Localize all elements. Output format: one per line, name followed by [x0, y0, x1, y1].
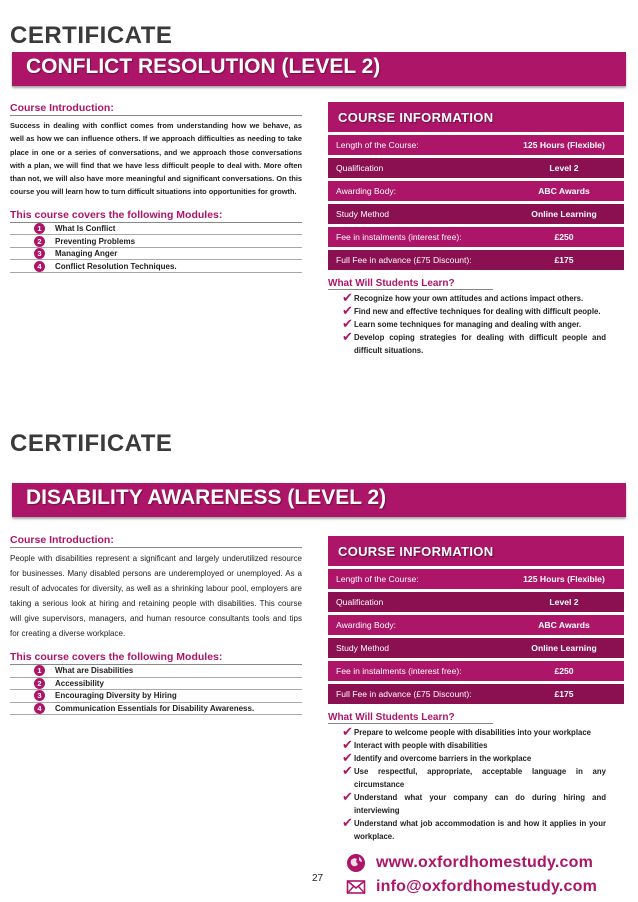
checkmark-icon: ✔: [342, 290, 353, 305]
info-value: Level 2: [549, 597, 579, 607]
module-item: [10, 678, 302, 691]
learn-item-text: Understand what job accommodation is and how it applies in your workplace.: [354, 819, 606, 841]
module-number-badge: 2: [34, 678, 45, 689]
course-info-heading-text: COURSE INFORMATION: [338, 543, 494, 559]
contact-block: [346, 851, 597, 899]
learn-item-text: Identify and overcome barriers in the workplace: [354, 754, 532, 763]
info-value: Online Learning: [531, 209, 597, 219]
info-row-study-method: [328, 204, 624, 224]
modules-list: [10, 665, 302, 715]
intro-heading: Course Introduction:: [10, 534, 302, 548]
module-label: What are Disabilities: [55, 666, 134, 676]
info-value: ABC Awards: [538, 620, 590, 630]
learn-item-text: Recognize how your own attitudes and actions impact others.: [354, 294, 584, 303]
info-row-full-fee: [328, 250, 624, 270]
info-label: Study Method: [336, 209, 390, 219]
checkmark-icon: ✔: [342, 789, 353, 804]
info-row-qualification: [328, 592, 624, 612]
module-item: [10, 248, 302, 261]
website-row[interactable]: [346, 851, 597, 875]
module-number-badge: 1: [34, 665, 45, 676]
learn-list: [328, 726, 624, 843]
modules-list: [10, 223, 302, 273]
info-row-full-fee: [328, 684, 624, 704]
learn-item-text: Use respectful, appropriate, acceptable language in any circumstance: [354, 767, 606, 789]
info-label: Awarding Body:: [336, 620, 397, 630]
info-row-length: [328, 135, 624, 155]
info-label: Full Fee in advance (£75 Discount):: [336, 689, 472, 699]
course-section-disability: [0, 428, 638, 848]
module-label: What Is Conflict: [55, 224, 116, 234]
info-label: Study Method: [336, 643, 390, 653]
module-item: [10, 223, 302, 236]
learn-list: [328, 292, 624, 357]
module-item: [10, 665, 302, 678]
learn-heading: What Will Students Learn?: [328, 712, 493, 724]
module-number-badge: 4: [34, 261, 45, 272]
info-row-study-method: [328, 638, 624, 658]
info-value: 125 Hours (Flexible): [523, 140, 605, 150]
learn-item-text: Find new and effective techniques for dealing with difficult people.: [354, 307, 601, 316]
intro-heading: Course Introduction:: [10, 102, 302, 116]
intro-column: [10, 102, 302, 273]
checkmark-icon: ✔: [342, 724, 353, 739]
checkmark-icon: ✔: [342, 303, 353, 318]
learn-item: [328, 318, 624, 331]
modules-heading: This course covers the following Modules:: [10, 209, 302, 223]
info-row-fee-instalments: [328, 661, 624, 681]
course-info-column: [328, 102, 624, 357]
learn-item: [328, 292, 624, 305]
learn-item: [328, 817, 624, 843]
intro-text: Success in dealing with conflict comes from understanding how we behave, as well as how we can influence others. If we approach difficulties as needing to take place in one or a series of conversations, and we approach those conversations with a plan, we will find that we have less difficult people to deal with. More often than not, we will also have more meaningful and significant conversations. On this course you will learn how to turn difficult situations into opportunities for growth.: [10, 121, 302, 197]
module-label: Communication Essentials for Disability Awareness.: [55, 703, 255, 713]
module-number-badge: 2: [34, 236, 45, 247]
info-value: 125 Hours (Flexible): [523, 574, 605, 584]
learn-item: [328, 765, 624, 791]
info-value: £175: [554, 255, 574, 265]
module-item: [10, 235, 302, 248]
email-row[interactable]: [346, 875, 597, 899]
course-info-heading: [328, 102, 624, 132]
info-value: £250: [554, 666, 574, 676]
learn-item-text: Interact with people with disabilities: [354, 741, 488, 750]
info-label: Length of the Course:: [336, 140, 419, 150]
info-label: Qualification: [336, 163, 384, 173]
course-title: DISABILITY AWARENESS (LEVEL 2): [26, 486, 387, 509]
info-label: Awarding Body:: [336, 186, 397, 196]
module-label: Conflict Resolution Techniques.: [55, 261, 177, 271]
checkmark-icon: ✔: [342, 329, 353, 344]
info-label: Fee in instalments (interest free):: [336, 232, 462, 242]
info-row-qualification: [328, 158, 624, 178]
learn-item: [328, 791, 624, 817]
checkmark-icon: ✔: [342, 316, 353, 331]
module-item: [10, 260, 302, 273]
learn-item-text: Understand what your company can do during hiring and interviewing: [354, 793, 606, 815]
info-label: Full Fee in advance (£75 Discount):: [336, 255, 472, 265]
module-item: [10, 690, 302, 703]
course-info-heading-text: COURSE INFORMATION: [338, 109, 494, 125]
course-title-band: [12, 483, 626, 517]
learn-item-text: Develop coping strategies for dealing with difficult people and difficult situations.: [354, 333, 606, 355]
globe-icon: [346, 853, 366, 873]
learn-item-text: Learn some techniques for managing and dealing with anger.: [354, 320, 582, 329]
module-item: [10, 703, 302, 716]
module-label: Accessibility: [55, 678, 104, 688]
info-label: Qualification: [336, 597, 384, 607]
info-row-awarding-body: [328, 615, 624, 635]
certificate-label: CERTIFICATE: [10, 430, 173, 457]
learn-item: [328, 331, 624, 357]
module-number-badge: 3: [34, 690, 45, 701]
info-label: Length of the Course:: [336, 574, 419, 584]
checkmark-icon: ✔: [342, 750, 353, 765]
checkmark-icon: ✔: [342, 763, 353, 778]
checkmark-icon: ✔: [342, 737, 353, 752]
email-link[interactable]: info@oxfordhomestudy.com: [376, 878, 597, 895]
website-link[interactable]: www.oxfordhomestudy.com: [376, 854, 594, 871]
module-label: Encouraging Diversity by Hiring: [55, 691, 177, 701]
learn-item: [328, 739, 624, 752]
module-label: Preventing Problems: [55, 236, 136, 246]
info-value: Level 2: [549, 163, 579, 173]
learn-item: [328, 305, 624, 318]
intro-column: [10, 534, 302, 715]
info-value: £250: [554, 232, 574, 242]
info-value: £175: [554, 689, 574, 699]
checkmark-icon: ✔: [342, 815, 353, 830]
certificate-label: CERTIFICATE: [10, 22, 173, 49]
info-value: ABC Awards: [538, 186, 590, 196]
course-info-heading: [328, 536, 624, 566]
course-title-band: [12, 52, 626, 86]
page-number: 27: [312, 873, 324, 884]
learn-item: [328, 752, 624, 765]
info-value: Online Learning: [531, 643, 597, 653]
modules-heading: This course covers the following Modules:: [10, 651, 302, 665]
info-row-fee-instalments: [328, 227, 624, 247]
info-row-awarding-body: [328, 181, 624, 201]
module-number-badge: 3: [34, 248, 45, 259]
module-label: Managing Anger: [55, 249, 118, 259]
course-section-conflict: [0, 0, 638, 420]
module-number-badge: 1: [34, 223, 45, 234]
learn-item-text: Prepare to welcome people with disabilities into your workplace: [354, 728, 591, 737]
course-title: CONFLICT RESOLUTION (LEVEL 2): [26, 55, 381, 78]
info-row-length: [328, 569, 624, 589]
intro-text: People with disabilities represent a significant and largely underutilized resource for businesses. Many disabled persons are underemployed or unemployed. As a result of advocates for diversity, as well as a shrinking labour pool, employers are taking a serious look at hiring and retaining people with disabilities. This course will give supervisors, managers, and human resource consultants tools and tips for creating a diverse workplace.: [10, 554, 302, 638]
course-info-column: [328, 536, 624, 843]
envelope-icon: [346, 877, 366, 897]
info-label: Fee in instalments (interest free):: [336, 666, 462, 676]
module-number-badge: 4: [34, 703, 45, 714]
learn-item: [328, 726, 624, 739]
learn-heading: What Will Students Learn?: [328, 278, 493, 290]
